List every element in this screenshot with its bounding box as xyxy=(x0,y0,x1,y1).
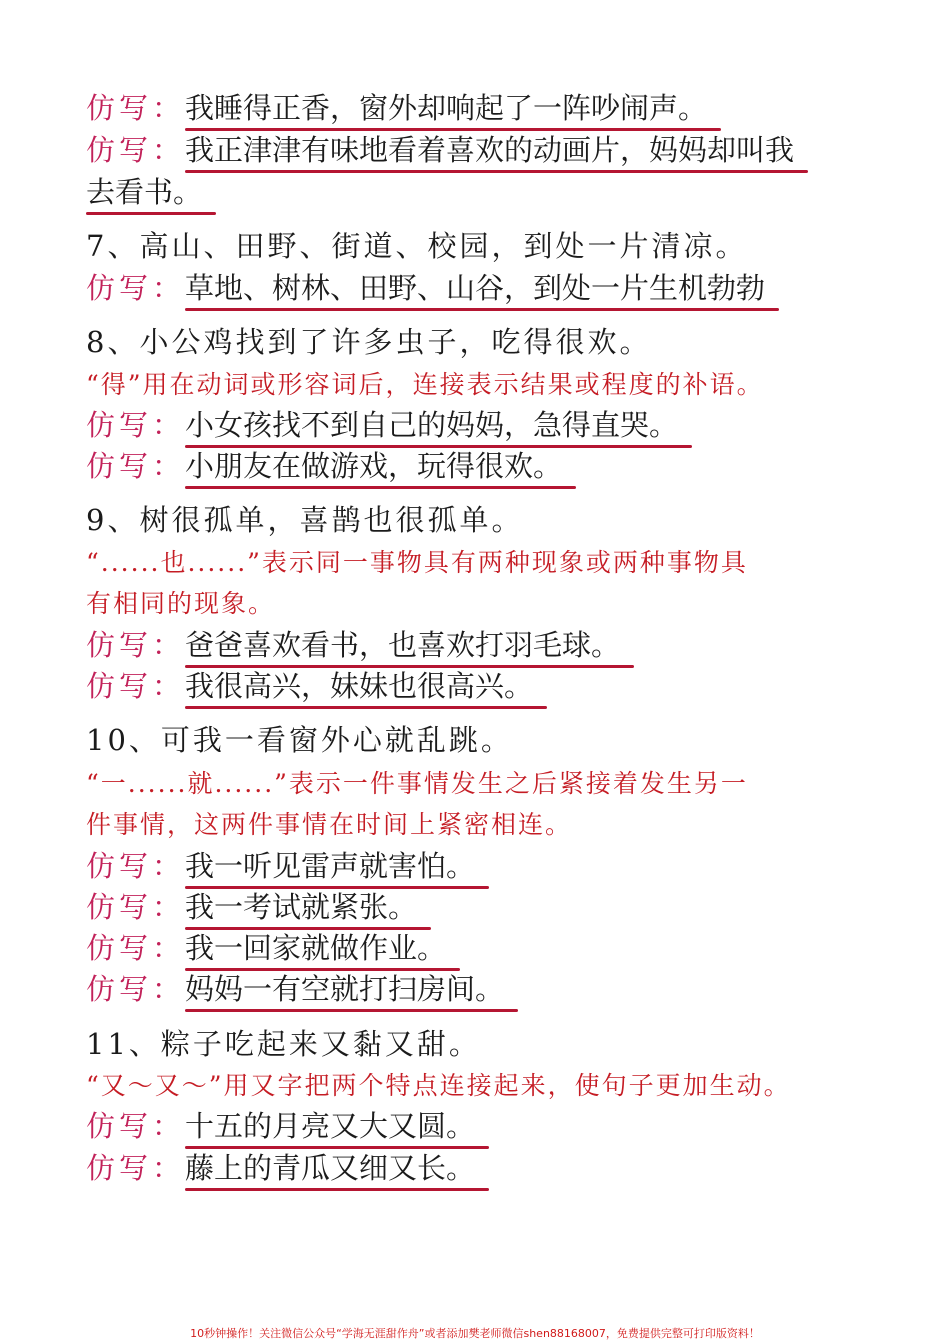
imitation-answer: 我正津津有味地看着喜欢的动画片，妈妈却叫我 xyxy=(185,133,795,167)
imitation-label: 仿写： xyxy=(86,408,186,442)
imitation-answer-cont: 去看书。 xyxy=(86,175,203,209)
imitation-label: 仿写： xyxy=(86,1109,186,1143)
note-9-cont: 有相同的现象。 xyxy=(86,589,276,618)
imitation-label: 仿写： xyxy=(86,972,186,1006)
imitation-label: 仿写： xyxy=(86,1151,186,1185)
imitation-continuation xyxy=(86,172,202,212)
footer-promo-text: 10秒钟操作！关注微信公众号“学海无涯甜作舟”或者添加樊老师微信shen88168007，免费提供完整可打印版资料！ xyxy=(190,1327,760,1340)
imitation-line xyxy=(86,625,620,665)
imitation-label: 仿写： xyxy=(86,91,186,125)
imitation-label: 仿写： xyxy=(86,669,186,703)
imitation-line xyxy=(86,846,475,886)
imitation-answer: 我一考试就紧张。 xyxy=(185,890,418,924)
note-10: “一......就......”表示一件事情发生之后紧接着发生另一 xyxy=(86,769,748,798)
imitation-line xyxy=(86,1106,475,1146)
question-8: 8、小公鸡找到了许多虫子，吃得很欢。 xyxy=(86,325,652,359)
imitation-line xyxy=(86,268,765,308)
imitation-answer: 草地、树林、田野、山谷，到处一片生机勃勃 xyxy=(185,271,766,305)
imitation-line xyxy=(86,928,446,968)
imitation-label: 仿写： xyxy=(86,133,186,167)
imitation-answer: 我睡得正香，窗外却响起了一阵吵闹声。 xyxy=(185,91,708,125)
imitation-answer: 小女孩找不到自己的妈妈，急得直哭。 xyxy=(185,408,679,442)
imitation-label: 仿写： xyxy=(86,890,186,924)
imitation-label: 仿写： xyxy=(86,271,186,305)
question-9: 9、树很孤单，喜鹊也很孤单。 xyxy=(86,503,524,537)
question-7: 7、高山、田野、街道、校园，到处一片清凉。 xyxy=(86,229,748,263)
note-8: “得”用在动词或形容词后，连接表示结果或程度的补语。 xyxy=(86,370,764,399)
note-11: “又～又～”用又字把两个特点连接起来，使句子更加生动。 xyxy=(86,1071,791,1100)
question-10: 10、可我一看窗外心就乱跳。 xyxy=(86,723,513,757)
imitation-line xyxy=(86,446,562,486)
imitation-answer: 我很高兴，妹妹也很高兴。 xyxy=(185,669,534,703)
imitation-line xyxy=(86,130,794,170)
imitation-answer: 妈妈一有空就打扫房间。 xyxy=(185,972,505,1006)
imitation-line xyxy=(86,88,707,128)
imitation-answer: 我一听见雷声就害怕。 xyxy=(185,849,476,883)
imitation-line xyxy=(86,969,504,1009)
imitation-label: 仿写： xyxy=(86,449,186,483)
imitation-label: 仿写： xyxy=(86,849,186,883)
imitation-answer: 十五的月亮又大又圆。 xyxy=(185,1109,476,1143)
imitation-answer: 爸爸喜欢看书，也喜欢打羽毛球。 xyxy=(185,628,621,662)
imitation-line xyxy=(86,887,417,927)
imitation-answer: 藤上的青瓜又细又长。 xyxy=(185,1151,476,1185)
imitation-line xyxy=(86,666,533,706)
question-11: 11、粽子吃起来又黏又甜。 xyxy=(86,1027,481,1061)
note-10-cont: 件事情，这两件事情在时间上紧密相连。 xyxy=(86,810,573,839)
imitation-answer: 我一回家就做作业。 xyxy=(185,931,447,965)
imitation-label: 仿写： xyxy=(86,931,186,965)
imitation-line xyxy=(86,405,678,445)
imitation-answer: 小朋友在做游戏，玩得很欢。 xyxy=(185,449,563,483)
note-9: “......也......”表示同一事物具有两种现象或两种事物具 xyxy=(86,548,748,577)
imitation-label: 仿写： xyxy=(86,628,186,662)
imitation-line xyxy=(86,1148,475,1188)
